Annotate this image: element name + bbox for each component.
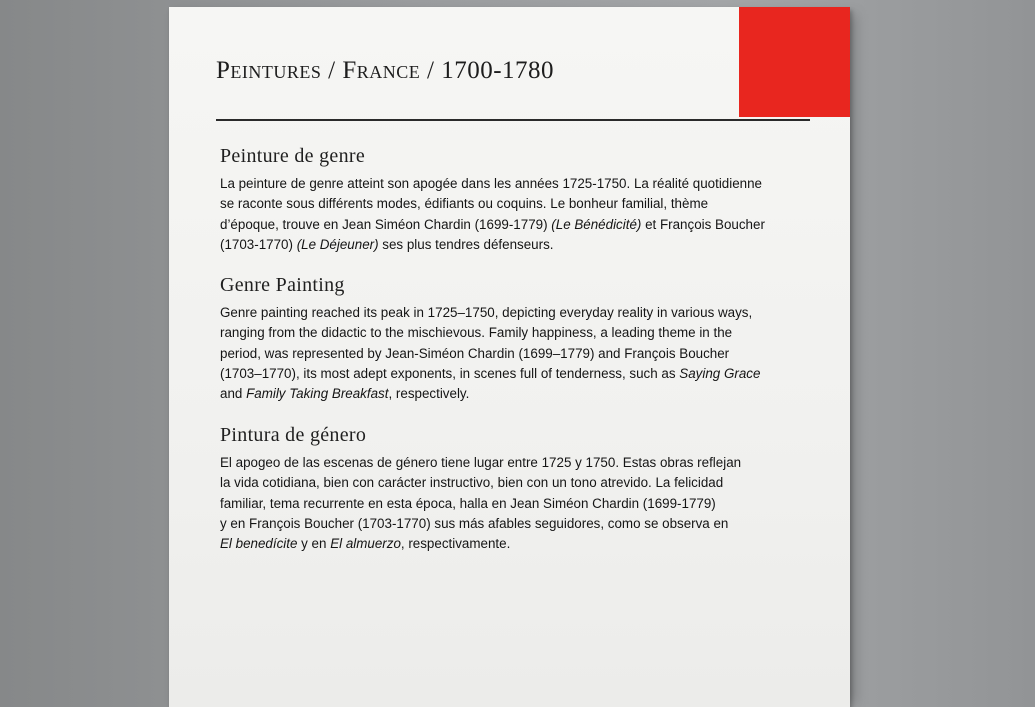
body-text: El apogeo de las escenas de género tiene lugar entre 1725 y 1750. Estas obras reflejan — [220, 455, 742, 470]
body-text: et François Boucher — [641, 216, 765, 232]
body-text: Genre painting reached its peak in 1725–1750, depicting everyday reality in various ways, — [220, 305, 753, 320]
section-heading-spanish: Pintura de género — [220, 424, 367, 446]
body-text: la vida cotidiana, bien con carácter instructivo, bien con un tono atrevido. La felicidad — [220, 475, 724, 491]
body-line — [220, 364, 820, 384]
body-line — [220, 514, 820, 534]
body-line — [220, 453, 820, 473]
artwork-title: Saying Grace — [679, 365, 761, 381]
body-text: familiar, tema recurrente en esta época, halla en Jean Siméon Chardin (1699-1779) — [220, 495, 716, 511]
panel-title: Peintures / France / 1700-1780 — [216, 57, 555, 84]
body-text: y en François Boucher (1703-1770) sus más afables seguidores, como se observa en — [220, 515, 729, 531]
body-text: and — [220, 386, 247, 402]
artwork-title: (Le Déjeuner) — [296, 236, 379, 252]
body-line — [220, 303, 820, 323]
body-line — [220, 384, 820, 404]
section-french — [220, 145, 820, 255]
artwork-title: El almuerzo — [330, 536, 401, 552]
section-spanish — [220, 424, 820, 554]
artwork-title: El benedícite — [220, 536, 298, 552]
body-line — [220, 235, 820, 255]
section-heading-english: Genre Painting — [220, 274, 345, 296]
body-text: d’époque, trouve en Jean Siméon Chardin (1699-1779) — [220, 216, 552, 232]
body-line — [220, 534, 820, 554]
body-text: ses plus tendres défenseurs. — [378, 236, 554, 252]
body-line — [220, 174, 820, 194]
body-line — [220, 494, 820, 514]
body-text: period, was represented by Jean-Siméon Chardin (1699–1779) and François Boucher — [220, 345, 730, 361]
section-body-english — [220, 303, 820, 404]
section-english — [220, 274, 820, 404]
body-line — [220, 344, 820, 364]
body-text: , respectivamente. — [400, 536, 511, 552]
museum-label-panel — [169, 7, 850, 707]
body-line — [220, 194, 820, 214]
artwork-title: (Le Bénédicité) — [551, 216, 642, 232]
body-line — [220, 473, 820, 493]
body-text: (1703–1770), its most adept exponents, in scenes full of tenderness, such as — [220, 365, 680, 381]
title-divider — [216, 119, 810, 121]
red-color-tab — [739, 7, 850, 117]
body-text: y en — [297, 536, 331, 552]
section-heading-french: Peinture de genre — [220, 145, 366, 167]
body-line — [220, 323, 820, 343]
body-line — [220, 215, 820, 235]
body-text: se raconte sous différents modes, édifiants ou coquins. Le bonheur familial, thème — [220, 196, 709, 212]
body-text: ranging from the didactic to the mischievous. Family happiness, a leading theme in the — [220, 325, 733, 341]
body-text: (1703-1770) — [220, 236, 297, 252]
body-text: La peinture de genre atteint son apogée dans les années 1725-1750. La réalité quotidienne — [220, 176, 763, 191]
section-body-spanish — [220, 453, 820, 554]
section-body-french — [220, 174, 820, 255]
artwork-title: Family Taking Breakfast — [246, 386, 389, 402]
body-text: , respectively. — [388, 386, 470, 402]
